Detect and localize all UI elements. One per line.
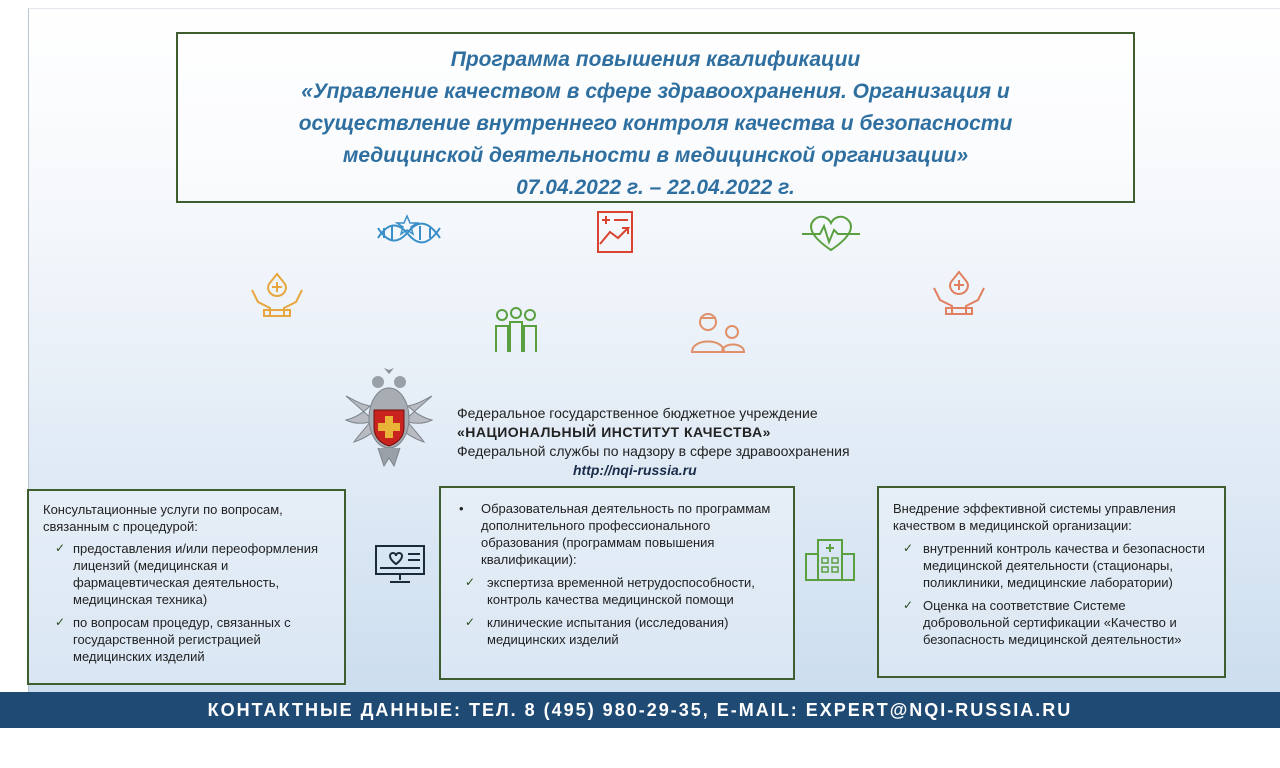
care-hands-icon [250,272,304,318]
org-line-1: Федеральное государственное бюджетное учреждение [457,405,818,421]
card-heading-text: Образовательная деятельность по программам дополнительного профессионального образования (программам повышения квалификации): [481,501,771,567]
check-icon: ✓ [465,575,476,589]
card-heading: Внедрение эффективной системы управления качеством в медицинской организации: [893,501,1176,533]
list-item [893,597,1210,648]
education-card [439,486,795,680]
organization-info [457,404,850,480]
list-item [43,540,330,608]
card-heading [457,500,779,568]
check-icon: ✓ [903,598,914,612]
contact-bar: КОНТАКТНЫЕ ДАННЫЕ: ТЕЛ. 8 (495) 980-29-35, E-MAIL: EXPERT@NQI-RUSSIA.RU [0,692,1280,728]
check-icon: ✓ [465,615,476,629]
quality-system-card [877,486,1226,678]
list-item [43,614,330,665]
title-line-4: медицинской деятельности в медицинской организации» [342,144,969,167]
list-item-text: Оценка на соответствие Системе добровольной сертификации «Качество и безопасность медицинской деятельности» [923,598,1182,647]
list-item-text: экспертиза временной нетрудоспособности, контроль качества медицинской помощи [487,575,755,607]
dna-icon [376,214,442,248]
list-item-text: внутренний контроль качества и безопасности медицинской деятельности (стационары, поликлиники, медицинские лаборатории) [923,541,1205,590]
org-name: «НАЦИОНАЛЬНЫЙ ИНСТИТУТ КАЧЕСТВА» [457,424,771,440]
org-url-link[interactable]: http://nqi-russia.ru [573,462,697,478]
medical-chart-icon [596,210,636,254]
people-group-icon [492,306,540,354]
doctor-patient-icon [690,310,746,354]
care-hands-icon [932,270,986,316]
list-item [457,614,779,648]
card-list [43,540,330,665]
title-line-1: Программа повышения квалификации [450,48,861,71]
bullet-icon: • [459,501,464,516]
check-icon: ✓ [55,615,66,629]
list-item-text: предоставления и/или переоформления лицензий (медицинская и фармацевтическая деятельность, медицинская техника) [73,541,319,607]
program-dates: 07.04.2022 г. – 22.04.2022 г. [516,176,795,199]
check-icon: ✓ [903,541,914,555]
title-line-2: «Управление качеством в сфере здравоохранения. Организация и [301,80,1010,103]
hospital-building-icon [804,538,856,582]
roszdravnadzor-emblem-icon [340,366,438,470]
heart-pulse-icon [800,212,862,254]
consulting-services-card [27,489,346,685]
card-list [893,540,1210,648]
monitor-heart-icon [374,544,426,584]
card-list [457,574,779,648]
card-heading: Консультационные услуги по вопросам, связанным с процедурой: [43,502,283,534]
title-line-3: осуществление внутреннего контроля качества и безопасности [298,112,1013,135]
check-icon: ✓ [55,541,66,555]
list-item [457,574,779,608]
list-item-text: клинические испытания (исследования) медицинских изделий [487,615,729,647]
org-line-3: Федеральной службы по надзору в сфере здравоохранения [457,443,850,459]
program-title-box [176,32,1135,203]
list-item [893,540,1210,591]
list-item-text: по вопросам процедур, связанных с государственной регистрацией медицинских изделий [73,615,291,664]
